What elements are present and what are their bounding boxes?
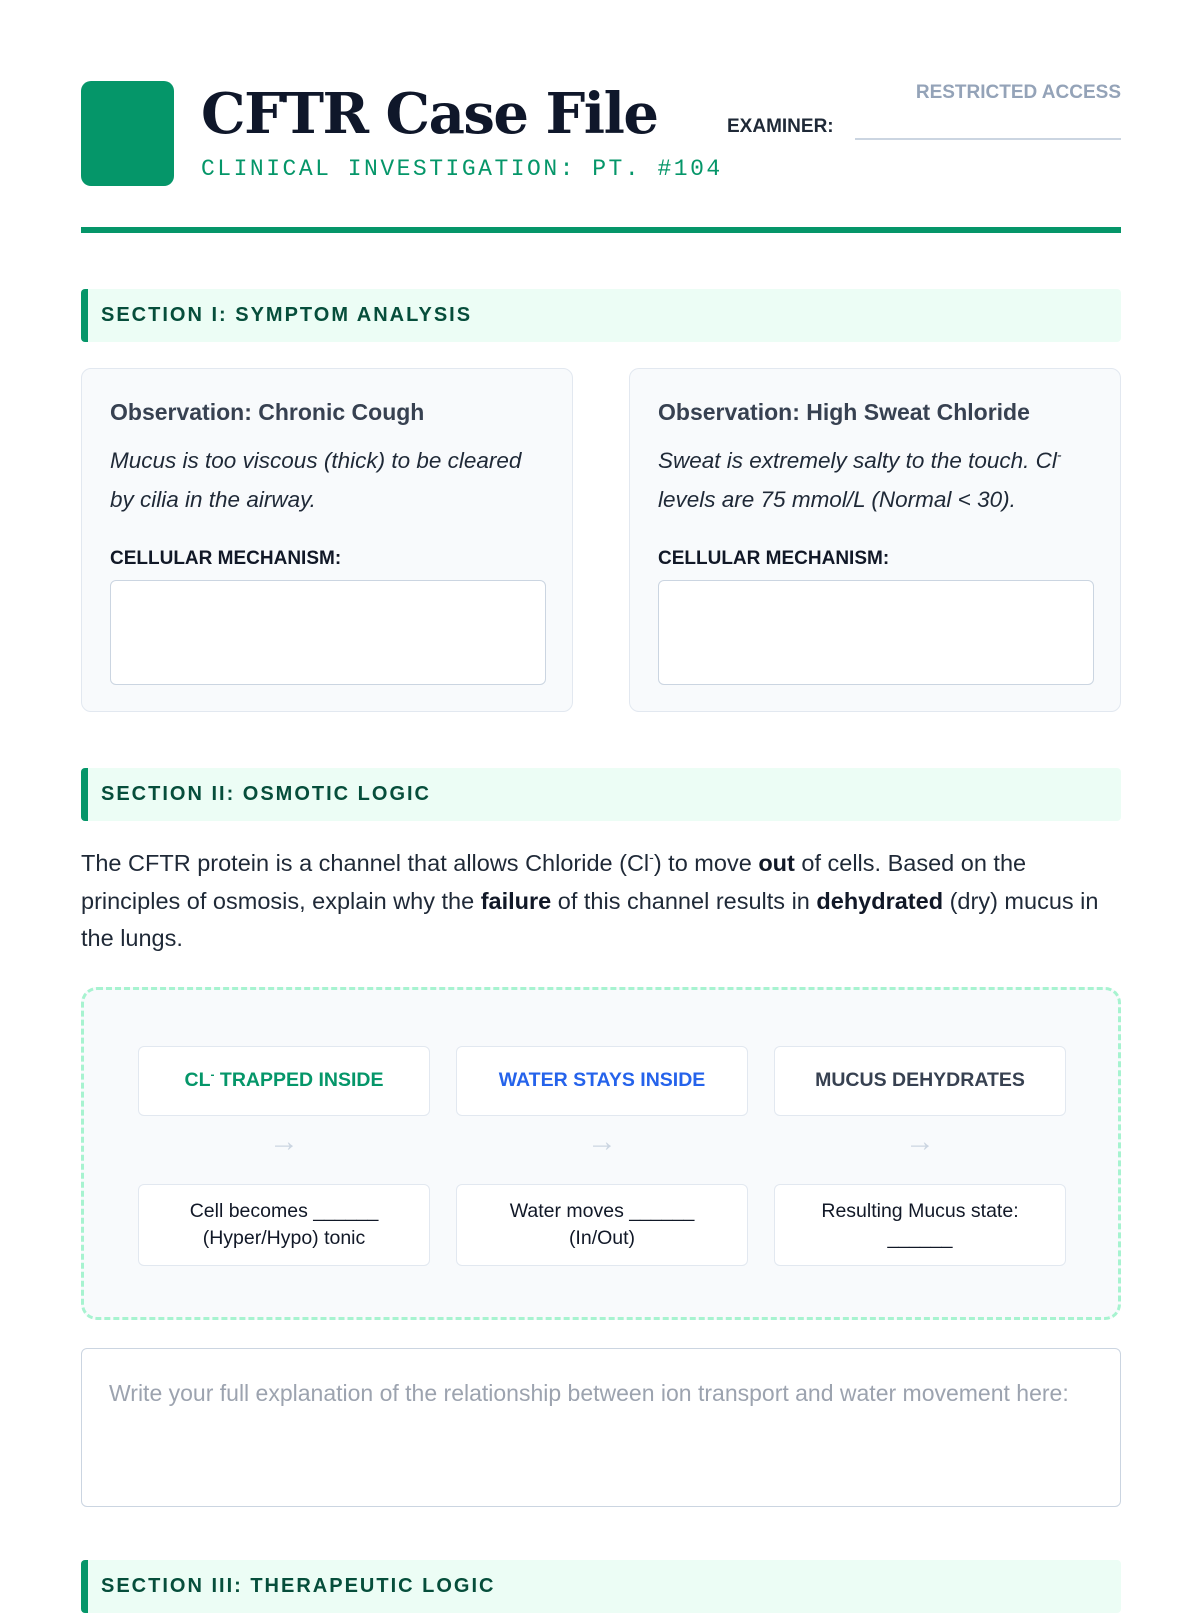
fill-in-line: Water moves ______ — [509, 1200, 695, 1222]
prompt-emphasis: out — [758, 850, 795, 876]
observation-title: Observation: Chronic Cough — [110, 399, 425, 425]
osmosis-flow-diagram — [81, 987, 1121, 1320]
flow-step-label: CL — [184, 1069, 211, 1091]
prompt-text: (dry) mucus in the lungs. — [81, 887, 1099, 951]
logo-block — [81, 81, 174, 186]
observation-text-end: levels are 75 mmol/L (Normal < 30). — [658, 487, 1016, 512]
document-subtitle: CLINICAL INVESTIGATION: PT. #104 — [201, 156, 723, 182]
flow-step-water-stays: WATER STAYS INSIDE — [456, 1046, 748, 1116]
prompt-text: of cells. Based on the principles of osmosis, explain why the — [81, 850, 1027, 914]
fill-in-mucus-state[interactable] — [774, 1184, 1066, 1266]
prompt-text: ) to move — [653, 850, 759, 876]
chloride-charge: - — [1056, 446, 1062, 463]
section-title: SECTION I: SYMPTOM ANALYSIS — [101, 304, 473, 326]
examiner-name-field[interactable] — [855, 138, 1121, 140]
observation-text — [658, 441, 1098, 519]
osmotic-prompt — [81, 845, 1121, 958]
mechanism-label: CELLULAR MECHANISM: — [658, 548, 890, 569]
worksheet-page — [81, 0, 1121, 1597]
section-title: SECTION II: OSMOTIC LOGIC — [101, 783, 431, 805]
mechanism-answer-field[interactable] — [658, 580, 1094, 685]
prompt-text: The CFTR protein is a channel that allows Chloride (Cl — [81, 850, 650, 876]
observation-text-start: Sweat is extremely salty to the touch. Cl — [658, 448, 1057, 473]
prompt-emphasis: failure — [480, 887, 552, 914]
section-header-symptom-analysis — [81, 289, 1121, 342]
header-divider — [81, 227, 1121, 233]
observation-card-sweat-chloride — [629, 368, 1121, 712]
arrow-right-icon: → — [905, 1125, 935, 1158]
fill-in-line: Cell becomes ______ — [189, 1200, 379, 1222]
document-header — [81, 0, 1121, 233]
restricted-access-label: RESTRICTED ACCESS — [915, 82, 1121, 103]
explanation-placeholder: Write your full explanation of the relationship between ion transport and water movement here: — [109, 1380, 1069, 1406]
mechanism-answer-field[interactable] — [110, 580, 546, 685]
fill-in-hint: (In/Out) — [568, 1227, 636, 1249]
flow-step-chloride-trapped — [138, 1046, 430, 1116]
mechanism-label: CELLULAR MECHANISM: — [110, 548, 342, 569]
prompt-text: of this channel results in — [551, 887, 817, 914]
section-title: SECTION III: THERAPEUTIC LOGIC — [101, 1575, 496, 1597]
section-header-therapeutic-logic — [81, 1560, 1121, 1613]
prompt-emphasis: dehydrated — [816, 887, 944, 914]
fill-in-tonicity[interactable] — [138, 1184, 430, 1266]
examiner-label: EXAMINER: — [727, 116, 834, 137]
fill-in-hint: ______ — [887, 1227, 953, 1249]
arrow-right-icon: → — [587, 1125, 617, 1158]
flow-step-label-end: TRAPPED INSIDE — [214, 1069, 384, 1091]
fill-in-hint: (Hyper/Hypo) tonic — [202, 1227, 366, 1249]
explanation-answer-field[interactable] — [81, 1348, 1121, 1507]
observation-card-cough — [81, 368, 573, 712]
observation-text: Mucus is too viscous (thick) to be cleared by cilia in the airway. — [110, 448, 522, 512]
arrow-right-icon: → — [269, 1125, 299, 1158]
observation-title: Observation: High Sweat Chloride — [658, 399, 1030, 425]
flow-step-mucus-dehydrates: MUCUS DEHYDRATES — [774, 1046, 1066, 1116]
chloride-charge: - — [210, 1067, 215, 1082]
document-title: CFTR Case File — [201, 81, 658, 147]
chloride-charge: - — [649, 849, 654, 866]
fill-in-water-direction[interactable] — [456, 1184, 748, 1266]
fill-in-line: Resulting Mucus state: — [821, 1200, 1019, 1222]
section-header-osmotic-logic — [81, 768, 1121, 821]
